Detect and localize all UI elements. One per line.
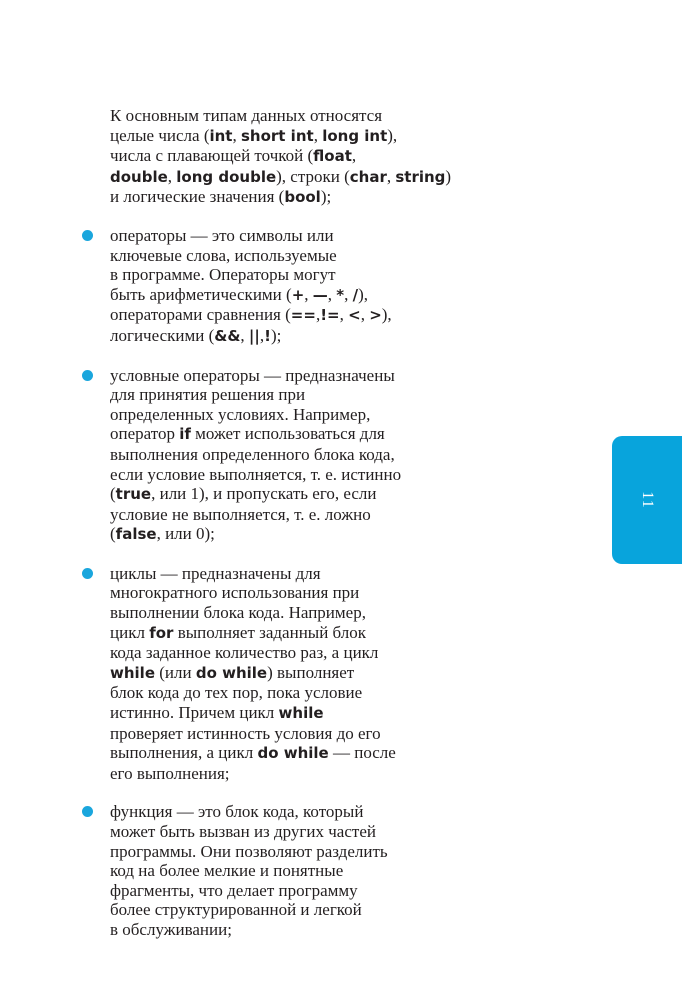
text-line: кода заданное количество раз, а цикл [110, 643, 379, 663]
bullet-item-operators [110, 226, 420, 347]
bullet-item-functions [110, 802, 420, 939]
text-line: блок кода до тех пор, пока условие [110, 683, 363, 703]
text-line: операторы — это символы или [110, 225, 334, 245]
code-term: true [115, 485, 152, 504]
text-line: операторами сравнения (==,!=, <, >), [110, 305, 392, 325]
page-body [110, 106, 452, 959]
text-line: целые числа (int, short int, long int), [110, 125, 398, 145]
code-term: if [179, 425, 191, 444]
code-term: long double [176, 167, 277, 186]
text-line: (false, или 0); [110, 524, 215, 544]
code-term: bool [284, 188, 321, 207]
text-line: в программе. Операторы могут [110, 265, 336, 285]
code-term: int [209, 126, 233, 145]
code-term: / [352, 285, 359, 304]
bullet-dot-icon [82, 806, 93, 817]
text-line: может быть вызван из других частей [110, 822, 376, 841]
code-term: ! [264, 326, 271, 345]
bullet-dot-icon [82, 230, 93, 241]
text-line: while (или do while) выполняет [110, 662, 355, 682]
text-line: (true, или 1), и пропускать его, если [110, 484, 377, 504]
code-term: — [312, 285, 328, 304]
bullet-dot-icon [82, 568, 93, 579]
code-term: float [313, 147, 352, 166]
text-line: фрагменты, что делает программу [110, 880, 358, 900]
code-term: == [290, 306, 316, 325]
code-term: > [369, 306, 382, 325]
code-term: short int [240, 126, 314, 145]
page-number: 11 [639, 491, 656, 509]
code-term: || [248, 326, 260, 345]
text-line: истинно. Причем цикл while [110, 703, 324, 723]
text-line: циклы — предназначены для [110, 563, 321, 583]
text-line: выполнении блока кода. Например, [110, 603, 366, 623]
code-term: * [336, 285, 345, 304]
text-line: числа с плавающей точкой (float, [110, 146, 357, 166]
text-line: многократного использования при [110, 583, 360, 603]
text-line: оператор if может использоваться для [110, 424, 385, 444]
bullet-item-conditional [110, 366, 420, 545]
bullet-item-loops [110, 564, 420, 784]
text-line: функция — это блок кода, который [110, 802, 364, 822]
code-term: && [214, 326, 241, 345]
text-line: условные операторы — предназначены [110, 365, 395, 385]
code-term: while [110, 663, 155, 682]
text-line: условие не выполняется, т. е. ложно [110, 504, 371, 524]
page-number-tab [612, 436, 682, 564]
text-line: его выполнения; [110, 763, 230, 783]
code-term: do while [257, 744, 329, 763]
text-line: для принятия решения при [110, 385, 306, 405]
bullet-dot-icon [82, 370, 93, 381]
code-term: < [348, 306, 361, 325]
text-line: выполнения определенного блока кода, [110, 444, 395, 464]
code-term: double [110, 167, 168, 186]
intro-paragraph [110, 106, 452, 208]
code-term: for [149, 623, 174, 642]
text-line: double, long double), строки (char, string) [110, 166, 452, 186]
text-line: быть арифметическими (+, —, *, /), [110, 284, 369, 304]
text-line: логическими (&&, ||,!); [110, 325, 282, 345]
code-term: long int [322, 126, 388, 145]
code-term: do while [195, 663, 268, 682]
text-line: выполнения, а цикл do while — после [110, 743, 396, 763]
code-term: false [115, 525, 157, 544]
code-term: char [349, 167, 387, 186]
text-line: проверяет истинность условия до его [110, 723, 381, 743]
text-line: программы. Они позволяют разделить [110, 841, 388, 861]
text-line: в обслуживании; [110, 919, 232, 939]
code-term: + [291, 285, 305, 304]
code-term: while [278, 704, 324, 723]
text-line: более структурированной и легкой [110, 900, 362, 920]
text-line: ключевые слова, используемые [110, 245, 337, 265]
text-line: если условие выполняется, т. е. истинно [110, 464, 402, 484]
code-term: != [320, 306, 340, 325]
text-line: и логические значения (bool); [110, 187, 332, 207]
code-term: string [395, 167, 446, 186]
text-line: определенных условиях. Например, [110, 404, 371, 424]
text-line: К основным типам данных относятся [110, 106, 383, 125]
text-line: код на более мелкие и понятные [110, 861, 344, 881]
text-line: цикл for выполняет заданный блок [110, 622, 367, 642]
